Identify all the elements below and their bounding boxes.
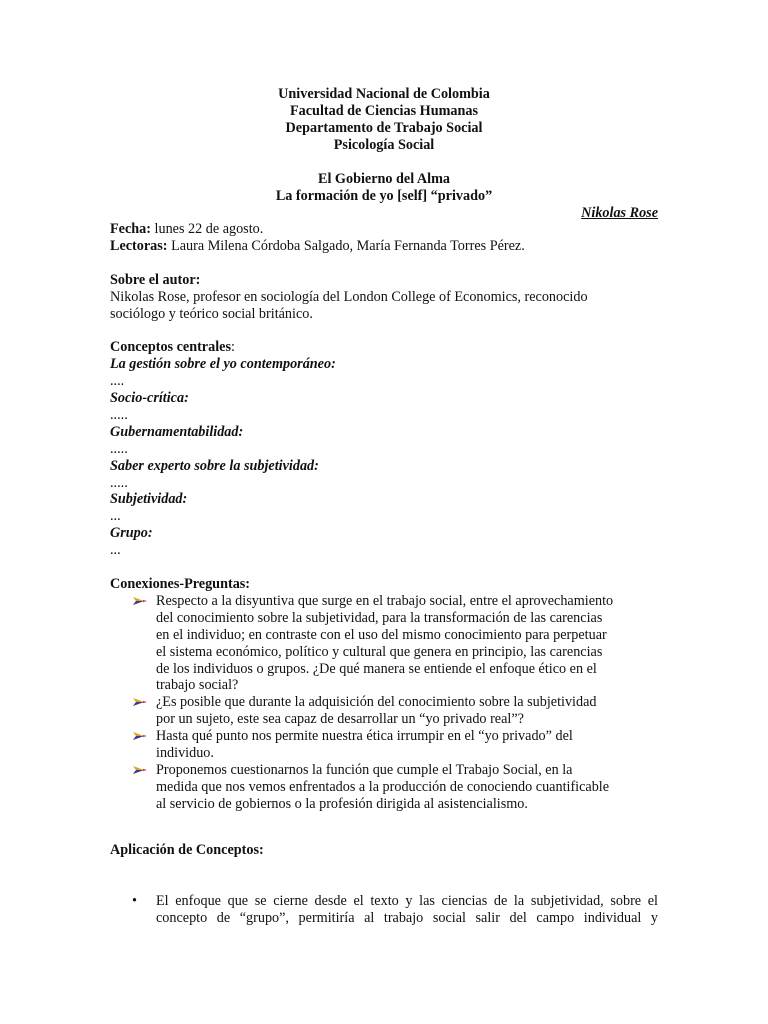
concept-placeholder: ... [110, 542, 121, 559]
question-item [110, 728, 658, 762]
question-text-line: Respecto a la disyuntiva que surge en el trabajo social, entre el aprovechamiento [156, 592, 614, 609]
title-line-2: La formación de yo [self] “privado” [275, 187, 493, 204]
document-body [110, 221, 658, 813]
conceptos-heading: Conceptos centrales [110, 339, 231, 356]
sobre-text-line-1: Nikolas Rose, profesor en sociología del London College of Economics, reconocido [110, 288, 588, 305]
course-name: Psicología Social [333, 136, 435, 153]
question-text-line: medida que nos vemos enfrentados a la producción de conociendo cuantificable [156, 778, 610, 795]
sobre-text-line-2: sociólogo y teórico social británico. [110, 305, 313, 322]
aplicacion-text [156, 893, 658, 927]
concept-term: Saber experto sobre la subjetividad: [110, 457, 319, 474]
pen-nib-icon [132, 764, 148, 776]
concept-placeholder: ... [110, 508, 121, 525]
lectoras-label: Lectoras: [110, 237, 168, 254]
concept-term: Gubernamentabilidad: [110, 423, 244, 440]
author-name: Nikolas Rose [581, 205, 658, 221]
question-text-line: ¿Es posible que durante la adquisición del conocimiento sobre la subjetividad [156, 694, 597, 711]
lectoras-value: Laura Milena Córdoba Salgado, María Fernanda Torres Pérez. [167, 237, 525, 254]
concept-placeholder: ..... [110, 440, 128, 457]
concept-term: La gestión sobre el yo contemporáneo: [110, 356, 336, 373]
conceptos-heading-line [110, 339, 658, 356]
title-line-1: El Gobierno del Alma [317, 171, 451, 187]
pen-nib-icon [132, 595, 148, 607]
fecha-label: Fecha: [110, 221, 151, 237]
concept-placeholder: ..... [110, 474, 128, 491]
institution-header [0, 86, 768, 154]
bullet-dot: • [132, 893, 137, 909]
concept-list [110, 356, 658, 559]
faculty-name: Facultad de Ciencias Humanas [290, 102, 478, 119]
question-item [110, 694, 658, 728]
question-item [110, 762, 658, 813]
conceptos-heading-colon: : [230, 339, 235, 356]
question-text-line: en el individuo; en contraste con el uso del mismo conocimiento para perpetuar [156, 626, 607, 643]
question-text-line: por un sujeto, este sea capaz de desarrollar un “yo privado real”? [156, 711, 524, 728]
aplicacion-text-line-1: El enfoque que se cierne desde el texto y las ciencias de la subjetividad, sobre el [156, 893, 658, 909]
question-text-line: Hasta qué punto nos permite nuestra ética irrumpir en el “yo privado” del [156, 728, 573, 745]
aplicacion-heading: Aplicación de Conceptos: [110, 842, 264, 858]
fecha-line [110, 221, 658, 238]
lectoras-line [110, 238, 658, 255]
sobre-heading: Sobre el autor: [110, 271, 201, 288]
fecha-value: lunes 22 de agosto. [150, 221, 264, 237]
question-text-line: individuo. [156, 745, 214, 762]
question-text-line: al servicio de gobiernos o la profesión dirigida al asistencialismo. [156, 795, 528, 812]
concept-term: Socio-crítica: [110, 390, 189, 407]
concept-placeholder: ..... [110, 406, 128, 423]
department-name: Departamento de Trabajo Social [285, 119, 483, 136]
question-text-line: del conocimiento sobre la subjetividad, para la transformación de las carencias [156, 609, 603, 626]
university-name: Universidad Nacional de Colombia [278, 86, 490, 102]
document-title [0, 171, 768, 205]
question-item [110, 593, 658, 694]
aplicacion-bullet-item [110, 893, 658, 927]
question-text-line: el sistema económico, político y cultural que genera en principio, las carencias [156, 643, 603, 660]
question-text-line: trabajo social? [156, 677, 239, 694]
concept-term: Subjetividad: [110, 491, 188, 508]
question-text-line: de los individuos o grupos. ¿De qué manera se entiende el enfoque ético en el [156, 660, 597, 677]
conexiones-heading: Conexiones-Preguntas: [110, 575, 251, 592]
question-text-line: Proponemos cuestionarnos la función que cumple el Trabajo Social, en la [156, 761, 573, 778]
aplicacion-text-line-2: concepto de “grupo”, permitiría al trabajo social salir del campo individual y [156, 909, 658, 926]
pen-nib-icon [132, 696, 148, 708]
pen-nib-icon [132, 730, 148, 742]
concept-term: Grupo: [110, 525, 153, 542]
question-list [110, 593, 658, 813]
concept-placeholder: .... [110, 373, 125, 390]
